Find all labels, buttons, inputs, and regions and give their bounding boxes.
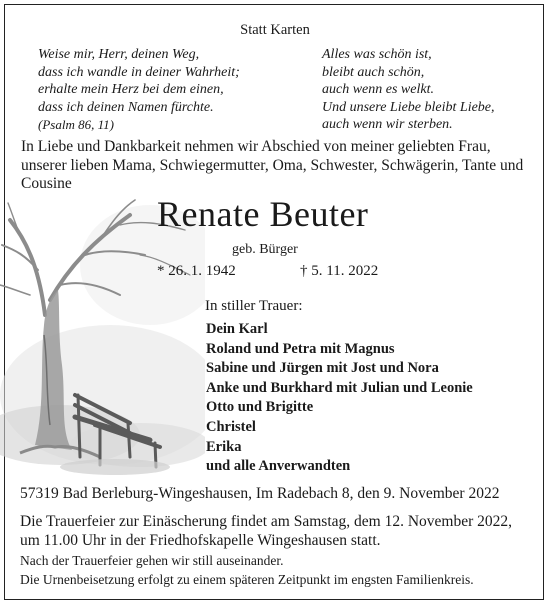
mourner-item: und alle Anverwandten bbox=[206, 458, 351, 475]
poem-right-line: Alles was schön ist, bbox=[322, 47, 432, 62]
poem-right-line: bleibt auch schön, bbox=[322, 64, 425, 80]
poem-left-line: dass ich deinen Namen fürchte. bbox=[38, 99, 214, 115]
mourner-item: Sabine und Jürgen mit Jost und Nora bbox=[206, 360, 439, 377]
poem-source: (Psalm 86, 11) bbox=[38, 117, 114, 133]
birth-name: geb. Bürger bbox=[232, 242, 298, 257]
deceased-name: Renate Beuter bbox=[157, 194, 369, 234]
mourner-item: Roland und Petra mit Magnus bbox=[206, 340, 395, 357]
poem-left-line: erhalte mein Herz bei dem einen, bbox=[38, 82, 224, 98]
mourner-item: Christel bbox=[206, 418, 256, 435]
poem-right-line: auch wenn es welkt. bbox=[322, 82, 434, 98]
death-date: † 5. 11. 2022 bbox=[300, 263, 379, 279]
poem-left-line: Weise mir, Herr, deinen Weg, bbox=[38, 47, 200, 62]
poem-left-line: dass ich wandle in deiner Wahrheit; bbox=[38, 64, 240, 80]
poem-right-line: Und unsere Liebe bleibt Liebe, bbox=[322, 99, 495, 115]
note-after-ceremony: Nach der Trauerfeier gehen wir still auseinander. bbox=[20, 553, 284, 568]
poem-right bbox=[322, 46, 495, 134]
intro-text: In Liebe und Dankbarkeit nehmen wir Abschied von meiner geliebten Frau, unserer lieben Mama, Schwiegermutter, Oma, Schwester, Schwägerin, Tante und Cousine bbox=[21, 138, 524, 192]
poem-left bbox=[38, 46, 240, 134]
mourner-item: Otto und Brigitte bbox=[206, 399, 314, 416]
funeral-info bbox=[20, 512, 512, 550]
note-urn-burial: Die Urnenbeisetzung erfolgt zu einem späteren Zeitpunkt im engsten Familienkreis. bbox=[20, 572, 474, 587]
funeral-line: um 11.00 Uhr in der Friedhofskapelle Wingeshausen statt. bbox=[20, 532, 381, 549]
mourners-list bbox=[206, 320, 473, 477]
tree-and-bench-illustration bbox=[0, 195, 205, 480]
birth-date: * 26. 1. 1942 bbox=[157, 263, 236, 279]
mourning-title: In stiller Trauer: bbox=[205, 298, 303, 314]
mourner-item: Dein Karl bbox=[206, 321, 268, 337]
mourner-item: Anke und Burkhard mit Julian und Leonie bbox=[206, 379, 473, 396]
funeral-line: Die Trauerfeier zur Einäscherung findet am Samstag, dem 12. November 2022, bbox=[20, 513, 512, 530]
header-statt-karten: Statt Karten bbox=[240, 22, 310, 38]
address-line: 57319 Bad Berleburg-Wingeshausen, Im Radebach 8, den 9. November 2022 bbox=[20, 485, 500, 502]
mourner-item: Erika bbox=[206, 438, 242, 455]
poem-right-line: auch wenn wir sterben. bbox=[322, 117, 453, 133]
